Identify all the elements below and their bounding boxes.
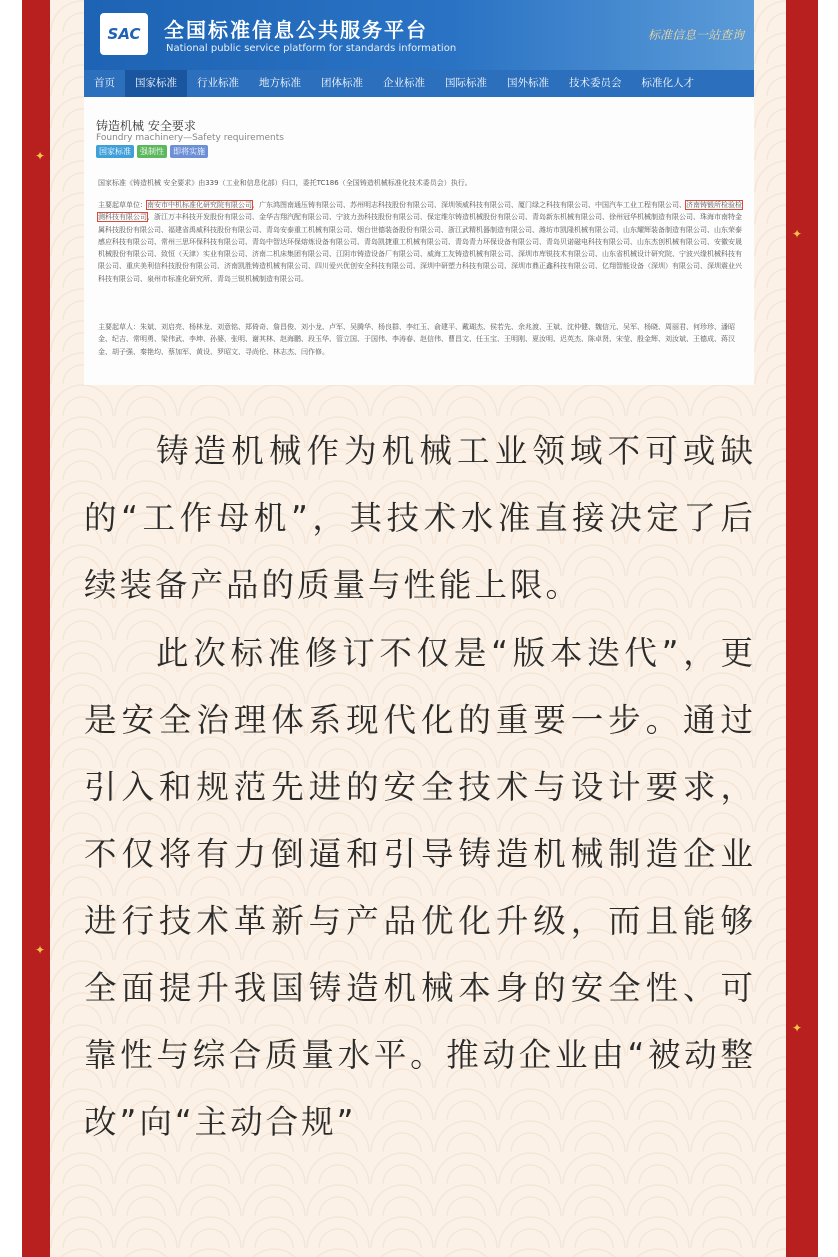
nav-item-industry[interactable]: 行业标准 — [197, 77, 239, 89]
highlighted-unit: 济南铸锻所检验检测科技有限公司 — [98, 201, 742, 222]
standard-detail — [84, 97, 754, 385]
status-badge: 国家标准 — [96, 145, 134, 158]
standard-tags — [96, 145, 208, 158]
sparkle-icon: ✦ — [35, 149, 46, 163]
nav-item-committee[interactable]: 技术委员会 — [569, 77, 622, 89]
banner-slogan: 标准信息一站查询 — [647, 28, 744, 42]
nav-item-enterprise[interactable]: 企业标准 — [383, 77, 425, 89]
standard-screenshot — [84, 0, 754, 385]
nav-item-national[interactable]: 国家标准 — [125, 70, 187, 97]
article-paragraph: 此次标准修订不仅是“版本迭代”，更是安全治理体系现代化的重要一步。通过引入和规范先进的安全技术与设计要求，不仅将有力倒逼和引导铸造机械制造企业进行技术革新与产品优化升级，而且能够全面提升我国铸造机械本身的安全性、可靠性与综合质量水平。推动企业由“被动整改”向“主动合规” — [84, 634, 756, 1141]
article-paragraph: 铸造机械作为机械工业领域不可或缺的“工作母机”，其技术水准直接决定了后续装备产品的质量与性能上限。 — [84, 432, 756, 604]
site-nav — [84, 70, 754, 97]
nav-item-international[interactable]: 国际标准 — [445, 77, 487, 89]
sparkle-icon: ✦ — [35, 943, 46, 957]
sparkle-icon: ✦ — [792, 227, 803, 241]
nav-item-group[interactable]: 团体标准 — [321, 77, 363, 89]
nav-item-local[interactable]: 地方标准 — [259, 77, 301, 89]
sparkle-icon: ✦ — [792, 1021, 803, 1035]
site-banner — [84, 0, 754, 70]
standard-title: 铸造机械 安全要求 — [96, 119, 196, 133]
site-title: 全国标准信息公共服务平台 — [164, 18, 428, 42]
standard-intro: 国家标准《铸造机械 安全要求》由339（工业和信息化部）归口，委托TC186（全国铸造机械标准化技术委员会）执行。 — [98, 179, 472, 187]
nav-item-talent[interactable]: 标准化人才 — [641, 77, 694, 89]
highlighted-unit: 南安市中机标准化研究院有限公司 — [147, 201, 252, 209]
standard-english-title: Foundry machinery—Safety requirements — [96, 133, 284, 143]
drafting-units: 主要起草单位：南安市中机标准化研究院有限公司、广东鸿图南通压铸有限公司、苏州明志科技股份有限公司、深圳领威科技有限公司、厦门绿之科技有限公司、中国汽车工业工程有限公司、济南铸锻所检验检测科技有限公司、浙江万丰科技开发股份有限公司、金华吉翔汽配有限公司、宁波力劲科技股份有限公司、保定维尔铸造机械股份有限公司、青岛新东机械有限公司、徐州冠华机械制造有限公司、珠海市南特金属科技股份有限公司、福建省禹威科技股份有限公司、青岛安泰重工机械有限公司、烟台世德装备股份有限公司、浙江武精机器制造有限公司、潍坊市凯隆机械有限公司、山东耀辉装备制造有限公司、山东荣泰感应科技有限公司、常州三思环保科技有限公司、青岛中智达环保熔炼设备有限公司、青岛凯捷重工机械有限公司、青岛青力环保设备有限公司、青岛贝诺磁电科技有限公司、山东杰创机械有限公司、安徽安晟机械股份有限公司、致恒（天津）实业有限公司、济南二机床集团有限公司、江阴市铸造设备厂有限公司、威海工友铸造机械有限公司、深圳市库锐技术有限公司、山东省机械设计研究院、宁波兴缘机械科技有限公司、重庆美利信科技股份有限公司、济南凯胜铸造机械有限公司、四川爱兴优创安全科技有限公司、深圳中研塑力科技有限公司、深圳市鼎正鑫科技有限公司、亿翔智能设备（深圳）有限公司、深圳震业兴科技有限公司、泉州市标准化研究所、青岛三锐机械制造有限公司。 — [98, 201, 742, 283]
nav-item-home[interactable]: 首页 — [94, 77, 115, 89]
status-badge: 即将实施 — [170, 145, 208, 158]
nav-item-foreign[interactable]: 国外标准 — [507, 77, 549, 89]
site-subtitle: National public service platform for standards information — [166, 43, 457, 54]
sac-logo: SAC — [100, 13, 148, 55]
drafters: 主要起草人：朱斌、刘启亮、杨林龙、刘意铭、郑倚奇、詹昌俊、刘小龙、卢军、吴腾华、杨良群、李红玉、俞建平、戴瑚杰、侯若先、余兆渡、王斌、沈仲健、魏信元、吴军、杨晓、周丽君、何珍珍、潘昭金、纪吉、常明勇、梁伟武、李坤、孙婆、张明、谢其林、赵海鹏、段玉华、管立国、于国伟、李涛春、赵信伟、曹昌文、任玉宝、王明刚、夏汝明、迟英杰、陈卓贤、宋莹、殷金辉、刘汝斌、王德成、蒋汉金、胡子强、秦艳均、蔡加军、黄设、罗昭文、寻尚伦、林志杰、闫作修。 — [98, 323, 735, 356]
status-badge: 强制性 — [137, 145, 167, 158]
